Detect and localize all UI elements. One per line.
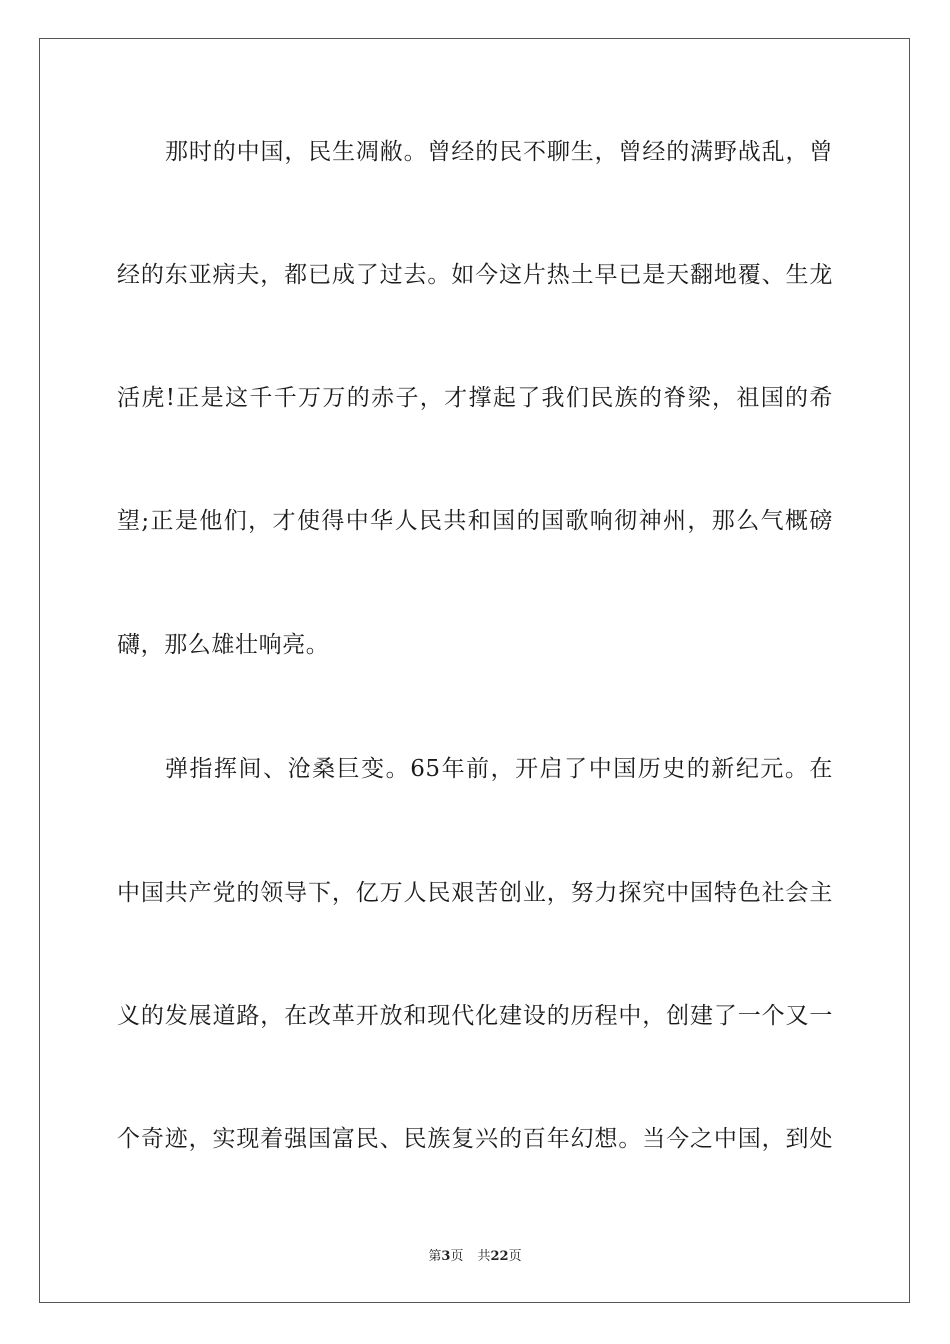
- page-label-suffix: 页: [450, 1249, 464, 1264]
- page-footer: [0, 1248, 950, 1266]
- paragraph-line: 礴，那么雄壮响亮。: [117, 632, 330, 658]
- page-frame: [39, 38, 910, 1303]
- total-label-prefix: 共: [477, 1249, 491, 1264]
- page-label-prefix: 第: [428, 1249, 442, 1264]
- paragraph-line: 义的发展道路，在改革开放和现代化建设的历程中，创建了一个又一: [117, 1003, 833, 1029]
- total-pages: 22: [490, 1249, 509, 1264]
- paragraph-line: 经的东亚病夫，都已成了过去。如今这片热土早已是天翻地覆、生龙: [117, 262, 833, 288]
- paragraph-line: 活虎!正是这千千万万的赤子，才撑起了我们民族的脊梁，祖国的希: [117, 385, 833, 411]
- page-number: 3: [441, 1249, 451, 1264]
- paragraph-line: 那时的中国，民生凋敝。曾经的民不聊生，曾经的满野战乱，曾: [165, 139, 833, 165]
- total-label-suffix: 页: [508, 1249, 522, 1264]
- paragraph-line: 弹指挥间、沧桑巨变。65年前，开启了中国历史的新纪元。在: [165, 756, 833, 782]
- paragraph-line: 望;正是他们，才使得中华人民共和国的国歌响彻神州，那么气概磅: [117, 508, 833, 534]
- paragraph-line: 中国共产党的领导下，亿万人民艰苦创业，努力探究中国特色社会主: [117, 880, 833, 906]
- paragraph-line: 个奇迹，实现着强国富民、民族复兴的百年幻想。当今之中国，到处: [117, 1126, 833, 1152]
